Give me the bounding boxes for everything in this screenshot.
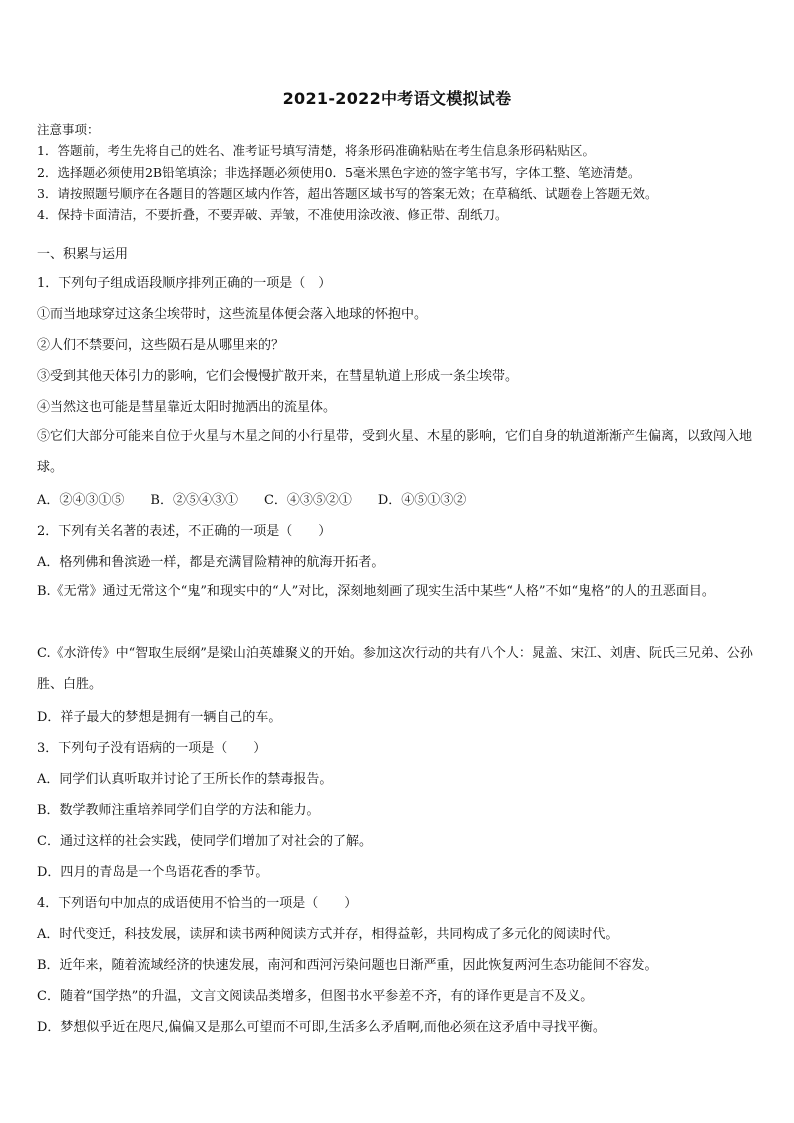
q1-options: A．②④③①⑤ B．②⑤④③① C．④③⑤②① D．④⑤①③② [37,493,467,508]
q1-stem: 1．下列句子组成语段顺序排列正确的一项是（ ） [37,276,332,291]
q4-stem: 4．下列语句中加点的成语使用不恰当的一项是（ ） [37,896,358,911]
q3-stem: 3．下列句子没有语病的一项是（ ） [37,741,267,756]
notice-heading: 注意事项： [37,122,100,137]
page-title: 2021-2022中考语文模拟试卷 [282,89,512,108]
notice-block [37,119,767,225]
q3-option-a: A．同学们认真听取并讨论了王所长作的禁毒报告。 [37,772,333,787]
notice-item-1: 1．答题前，考生先将自己的姓名、准考证号填写清楚，将条形码准确粘贴在考生信息条形码粘贴区。 [37,143,595,159]
q2-option-c: C.《水浒传》中“智取生辰纲”是梁山泊英雄聚义的开始。参加这次行动的共有八个人：晁盖、宋江、刘唐、阮氏三兄弟、公孙胜、白胜。 [37,646,753,692]
q4-option-a: A．时代变迁，科技发展，读屏和读书两种阅读方式并存，相得益彰，共同构成了多元化的阅读时代。 [37,927,619,942]
q2-stem: 2．下列有关名著的表述，不正确的一项是（ ） [37,524,332,539]
q1-sentence-5: ⑤它们大部分可能来自位于火星与木星之间的小行星带，受到火星、木星的影响，它们自身的轨道渐渐产生偏离，以致闯入地球。 [37,429,753,475]
q2-option-b: B.《无常》通过无常这个“鬼”和现实中的“人”对比，深刻地刻画了现实生活中某些“人格”不如“鬼格”的人的丑恶面目。 [37,584,715,599]
q1-sentence-3: ③受到其他天体引力的影响，它们会慢慢扩散开来，在彗星轨道上形成一条尘埃带。 [37,369,519,384]
q3-option-c: C．通过这样的社会实践，使同学们增加了对社会的了解。 [37,834,372,849]
q1-sentence-4: ④当然这也可能是彗星靠近太阳时抛洒出的流星体。 [37,400,337,415]
notice-item-2: 2．选择题必须使用2B铅笔填涂；非选择题必须使用0．5毫米黑色字迹的签字笔书写，字体工整、笔迹清楚。 [37,164,641,180]
notice-item-3: 3．请按照题号顺序在各题目的答题区域内作答，超出答题区域书写的答案无效；在草稿纸、试题卷上答题无效。 [37,185,658,201]
q2-option-a: A．格列佛和鲁滨逊一样，都是充满冒险精神的航海开拓者。 [37,555,385,570]
section-heading: 一、积累与运用 [37,247,129,262]
q3-option-d: D．四月的青岛是一个鸟语花香的季节。 [37,865,269,880]
q4-option-b: B．近年来，随着流域经济的快速发展，南河和西河污染问题也日渐严重，因此恢复两河生态功能间不容发。 [37,958,658,973]
q4-option-d: D．梦想似乎近在咫尺,偏偏又是那么可望而不可即,生活多么矛盾啊,而他必须在这矛盾中寻找平衡。 [37,1020,606,1035]
q1-sentence-1: ①而当地球穿过这条尘埃带时，这些流星体便会落入地球的怀抱中。 [37,307,428,322]
q3-option-b: B．数学教师注重培养同学们自学的方法和能力。 [37,803,320,818]
notice-item-4: 4．保持卡面清洁，不要折叠，不要弄破、弄皱，不准使用涂改液、修正带、刮纸刀。 [37,207,508,223]
q1-sentence-2: ②人们不禁要问，这些陨石是从哪里来的？ [37,338,285,353]
q4-option-c: C．随着“国学热”的升温，文言文阅读品类增多，但图书水平参差不齐，有的译作更是言不及义。 [37,989,594,1004]
q2-option-d: D．祥子最大的梦想是拥有一辆自己的车。 [37,710,282,725]
